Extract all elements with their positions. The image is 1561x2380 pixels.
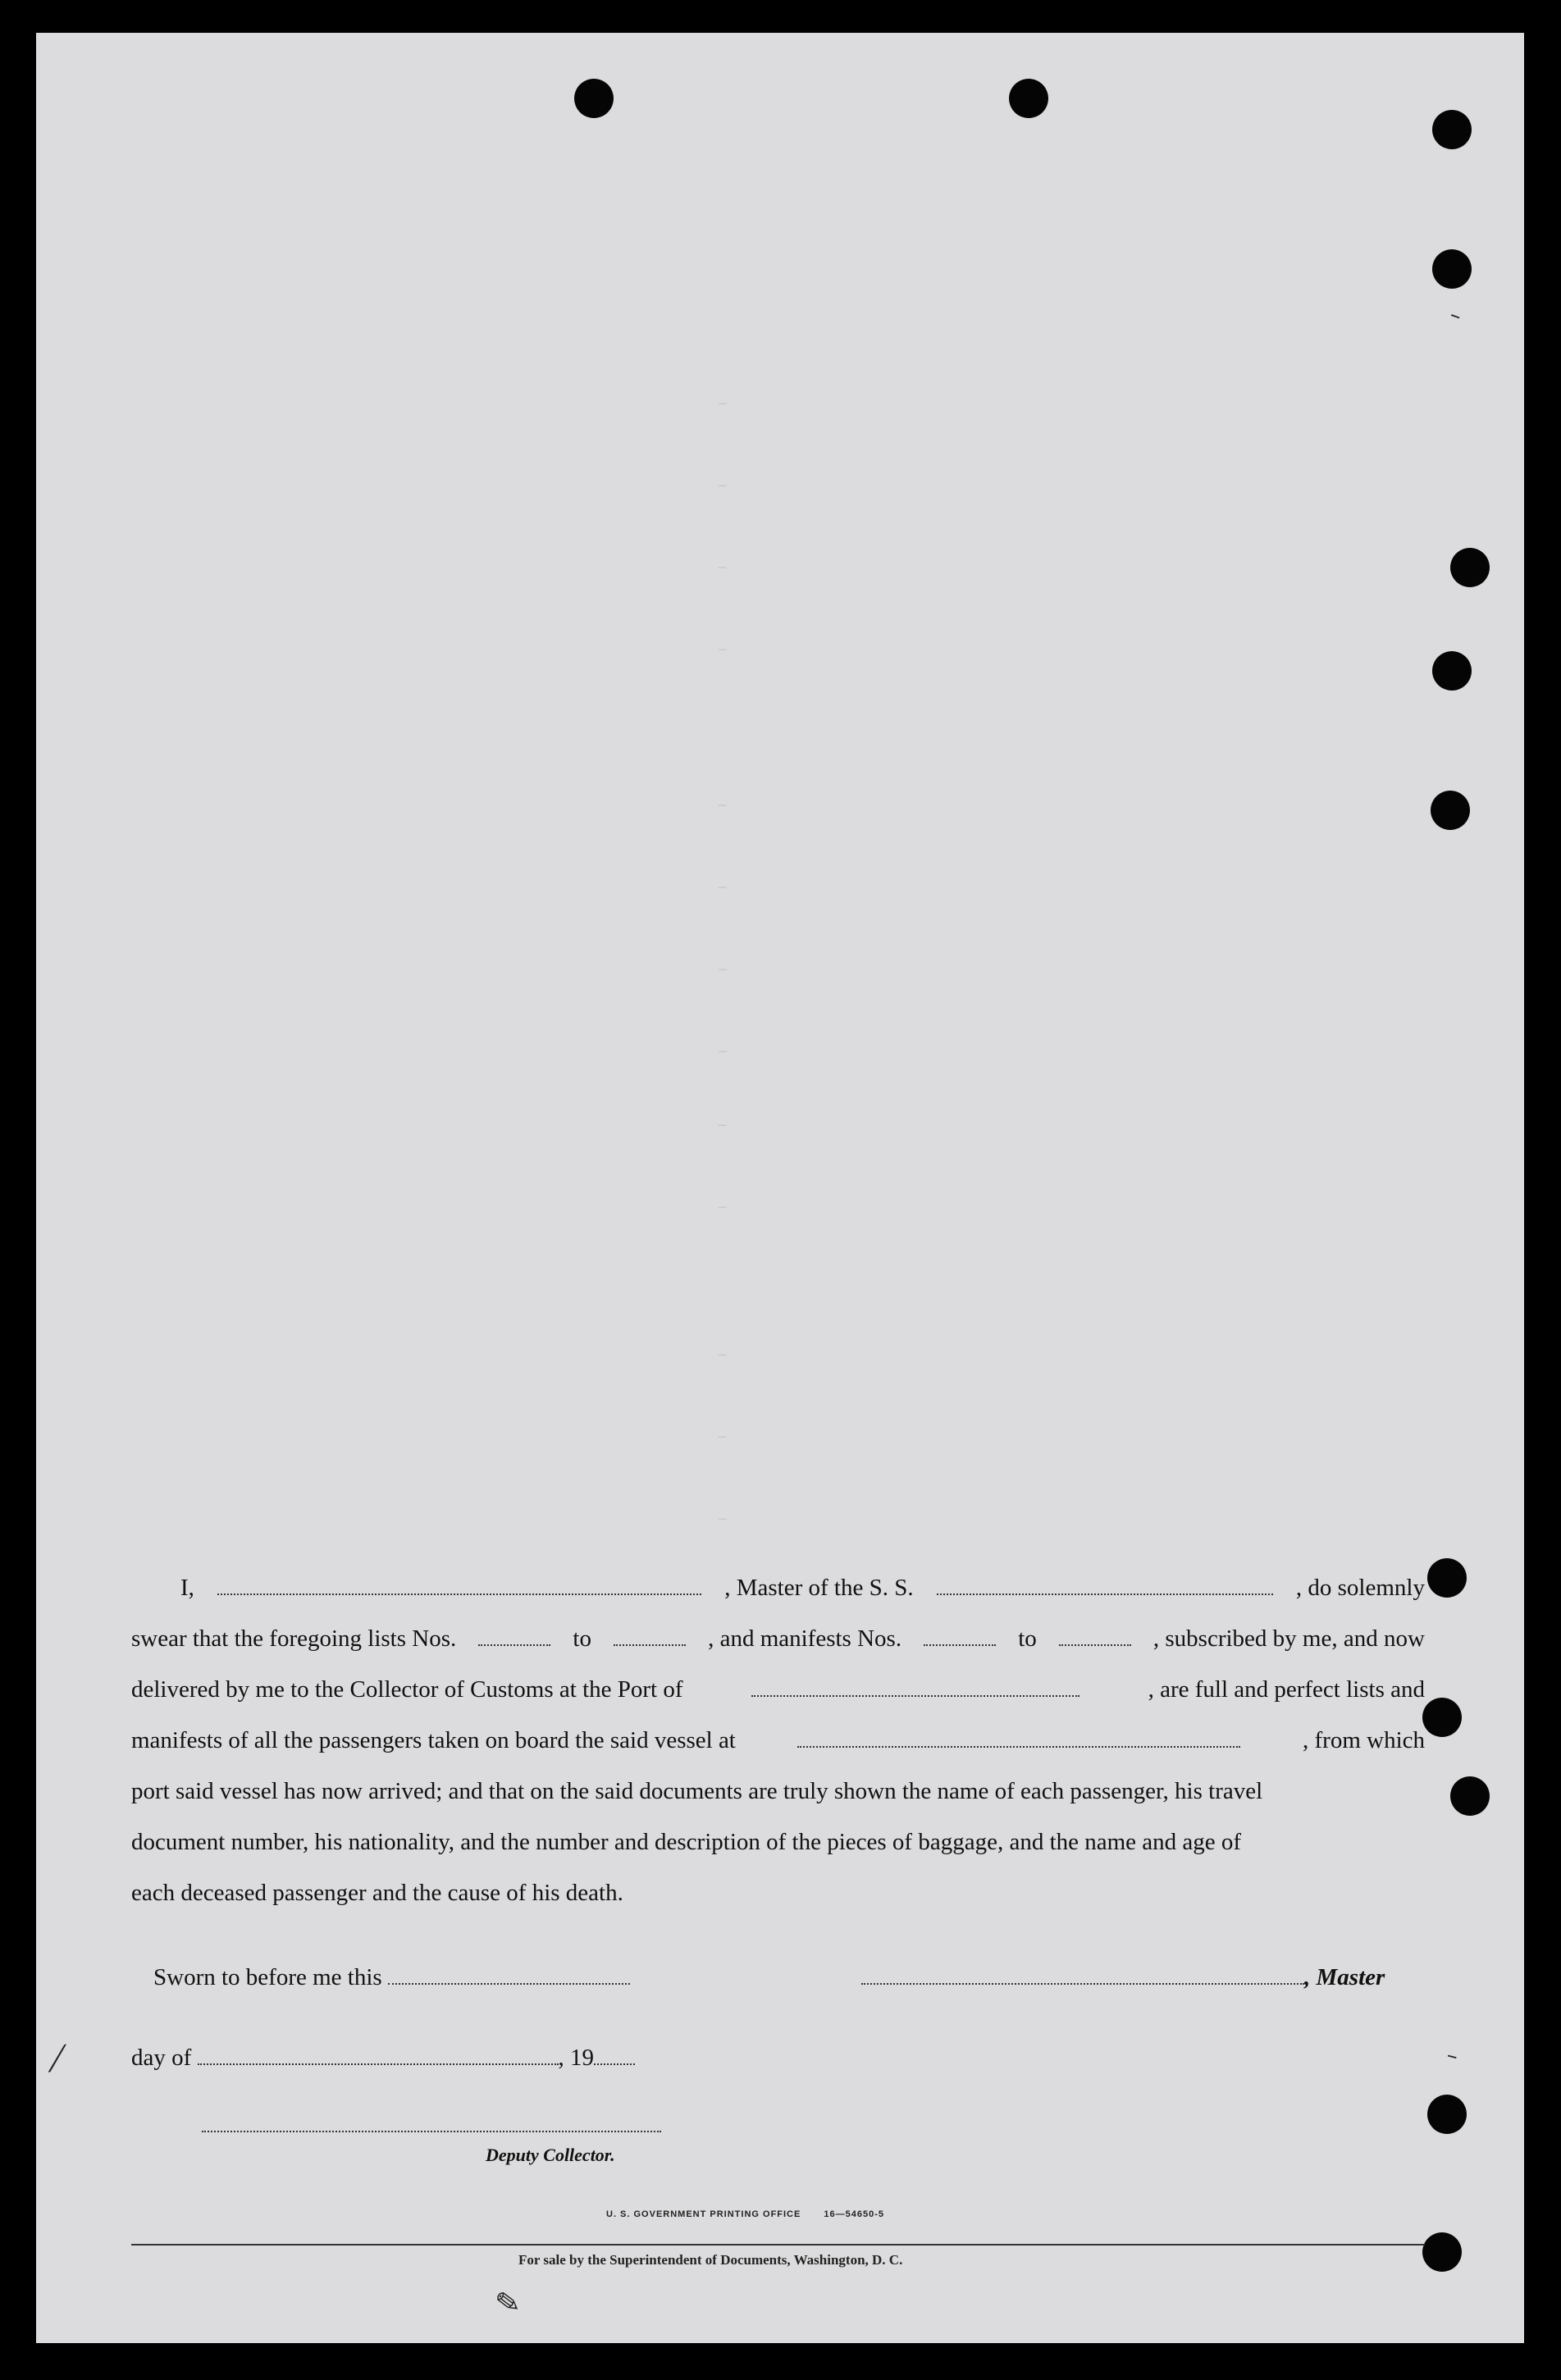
port-blank [751,1680,1079,1697]
handwritten-mark: ✎ [493,2285,523,2322]
punch-hole [1450,548,1490,587]
list-from-blank [478,1630,550,1646]
oath-line-6 [131,1829,1425,1880]
bleed-through-mark: – [717,796,728,816]
oath-text: each deceased passenger and the cause of his death. [131,1880,623,1906]
deputy-collector-caption: Deputy Collector. [486,2145,615,2165]
bleed-through-mark: – [717,960,728,980]
bleed-through-mark: – [717,394,728,414]
oath-line-1 [180,1575,1425,1625]
bleed-through-mark: – [717,1509,728,1530]
punch-hole [1427,2095,1467,2134]
day-label: day of [131,2045,192,2071]
sale-notice: For sale by the Superintendent of Documents, Washington, D. C. [518,2252,903,2268]
punch-hole [1422,1698,1462,1737]
punch-hole [1009,79,1048,118]
handwritten-tick: – [1444,2042,1461,2070]
oath-text: manifests of all the passengers taken on board the said vessel at [131,1727,736,1753]
day-line [131,2045,635,2072]
bleed-through-mark: – [717,1345,728,1366]
month-blank [198,2049,559,2065]
master-signature-line [861,1964,1385,1991]
printer-imprint [606,2209,884,2219]
oath-line-3 [131,1676,1425,1727]
deputy-signature-blank [202,2131,661,2132]
oath-text: , are full and perfect lists and [1148,1676,1425,1703]
bleed-through-mark: – [717,1197,728,1218]
oath-text: , from which [1303,1727,1425,1753]
master-label: , Master [1304,1964,1385,1990]
oath-text: , do solemnly [1295,1575,1425,1601]
punch-hole [1422,2232,1462,2272]
punch-hole [1432,110,1472,149]
master-signature-blank [861,1968,1304,1985]
bleed-through-mark: – [717,476,728,496]
document-page [36,33,1524,2343]
oath-line-5 [131,1778,1425,1829]
oath-line-2 [131,1625,1425,1676]
punch-hole [1432,651,1472,691]
oath-text: , and manifests Nos. [708,1625,902,1652]
oath-text: swear that the foregoing lists Nos. [131,1625,457,1652]
oath-text: document number, his nationality, and the number and description of the pieces of baggage, and the name and age of [131,1829,1242,1855]
bleed-through-mark: – [717,558,728,578]
oath-text: , subscribed by me, and now [1152,1625,1425,1652]
handwritten-mark: ⟋ [43,2038,72,2081]
bleed-through-mark: – [717,878,728,898]
boarding-port-blank [797,1731,1240,1748]
punch-hole [1427,1558,1467,1598]
oath-line-7 [131,1880,1425,1931]
bleed-through-mark: – [717,1427,728,1448]
oath-text: port said vessel has now arrived; and that on the said documents are truly shown the name of each passenger, his travel [131,1778,1263,1804]
oath-text: , Master of the S. S. [724,1575,914,1601]
vessel-blank [937,1579,1273,1595]
sworn-line [153,1964,630,1991]
sworn-date-blank [388,1968,630,1985]
handwritten-tick: – [1446,302,1465,330]
name-blank [217,1579,701,1595]
oath-text: I, [180,1575,194,1601]
bleed-through-mark: – [717,1042,728,1062]
oath-text: delivered by me to the Collector of Customs at the Port of [131,1676,683,1703]
oath-line-4 [131,1727,1425,1778]
bleed-through-mark: – [717,1115,728,1136]
punch-hole [1431,791,1470,830]
year-blank [594,2049,635,2065]
punch-hole [1450,1776,1490,1816]
footer-rule [131,2244,1425,2245]
oath-text: to [573,1625,591,1652]
list-to-blank [614,1630,686,1646]
form-code: 16—54650-5 [824,2209,885,2219]
bleed-through-mark: – [717,640,728,660]
oath-text: to [1018,1625,1037,1652]
sworn-label: Sworn to before me this [153,1964,382,1990]
year-label: , 19 [558,2045,595,2071]
manifest-from-blank [924,1630,996,1646]
punch-hole [574,79,614,118]
printer-name: U. S. GOVERNMENT PRINTING OFFICE [606,2209,801,2219]
punch-hole [1432,249,1472,289]
manifest-to-blank [1059,1630,1131,1646]
